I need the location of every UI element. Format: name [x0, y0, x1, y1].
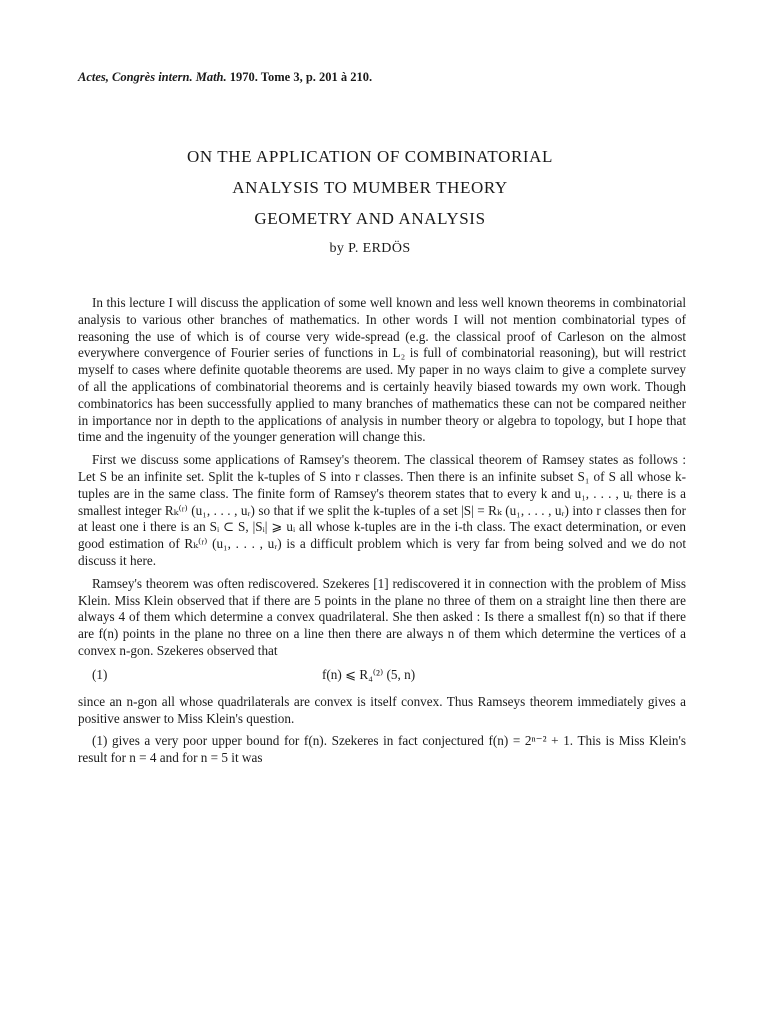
- equation-number: (1): [92, 667, 108, 683]
- equation-1: [78, 666, 686, 686]
- paragraph-ramsey: First we discuss some applications of Ramsey's theorem. The classical theorem of Ramsey states as follows : Let S be an infinite set. Split the k-tuples of S into r classes. Then there is an infinite subset S₁ of S all whose k-tuples are in the same class. The finite form of Ramsey's theorem states that to every k and u₁, . . . , uᵣ there is a smallest integer Rₖ⁽ʳ⁾ (u₁, . . . , uᵣ) so that if we split the k-tuples of a set |S| = Rₖ (u₁, . . . , uᵣ) into r classes then for at least one i there is an Sᵢ ⊂ S, |Sᵢ| ⩾ uᵢ all whose k-tuples are in the i-th class. The exact determination, or even good estimation of Rₖ⁽ʳ⁾ (u₁, . . . , uᵣ) is a difficult problem which is very far from being solved and we do not discuss it here.: [78, 452, 686, 568]
- paragraph-conjecture: (1) gives a very poor upper bound for f(n). Szekeres in fact conjectured f(n) = 2ⁿ⁻² + 1. This is Miss Klein's result for n = 4 and for n = 5 it was: [78, 733, 686, 766]
- title-line-3: GEOMETRY AND ANALYSIS: [254, 209, 486, 228]
- equation-formula: f(n) ⩽ R₄⁽²⁾ (5, n): [322, 667, 416, 683]
- title-line-2: ANALYSIS TO MUMBER THEORY: [232, 178, 508, 197]
- journal-details: 1970. Tome 3, p. 201 à 210.: [226, 70, 373, 84]
- paragraph-convex: since an n-gon all whose quadrilaterals are convex is itself convex. Thus Ramseys theorem immediately gives a positive answer to Miss Klein's question.: [78, 693, 686, 726]
- paper-body: [78, 295, 686, 773]
- paragraph-intro: In this lecture I will discuss the application of some well known and less well known theorems in combinatorial analysis to various other branches of mathematics. In other words I will not mention combinatorial types of reasoning the use of which is of course very wide-spread (e.g. the classical proof of Carleson on the almost everywhere convergence of Fourier series of functions in L₂ is full of combinatorial reasoning), but will restrict myself to cases where definite quotable theorems are used. My paper in no ways claim to give a complete survey of all the applications of combinatorial theorems and is certainly heavily biased towards my own work. Though combinatorics has been successfully applied to many branches of mathematics these can not be compared neither in importance nor in depth to the applications of analysis in number theory or algebra to topology, but I hope that time and the ingenuity of the younger generation will change this.: [78, 295, 686, 445]
- paper-title: [0, 141, 740, 234]
- paragraph-szekeres: Ramsey's theorem was often rediscovered. Szekeres [1] rediscovered it in connection with the problem of Miss Klein. Miss Klein observed that if there are 5 points in the plane no three of them on a straight line then there are always 4 of them which determine a convex quadrilateral. She then asked : Is there a smallest f(n) so that if there are f(n) points in the plane no three on a line then there are always n of them which determine the vertices of a convex n-gon. Szekeres observed that: [78, 575, 686, 658]
- author-byline: by P. ERDÖS: [329, 241, 411, 256]
- journal-reference: [78, 70, 372, 85]
- journal-name: Actes, Congrès intern. Math.: [78, 70, 227, 84]
- title-line-1: ON THE APPLICATION OF COMBINATORIAL: [186, 147, 554, 166]
